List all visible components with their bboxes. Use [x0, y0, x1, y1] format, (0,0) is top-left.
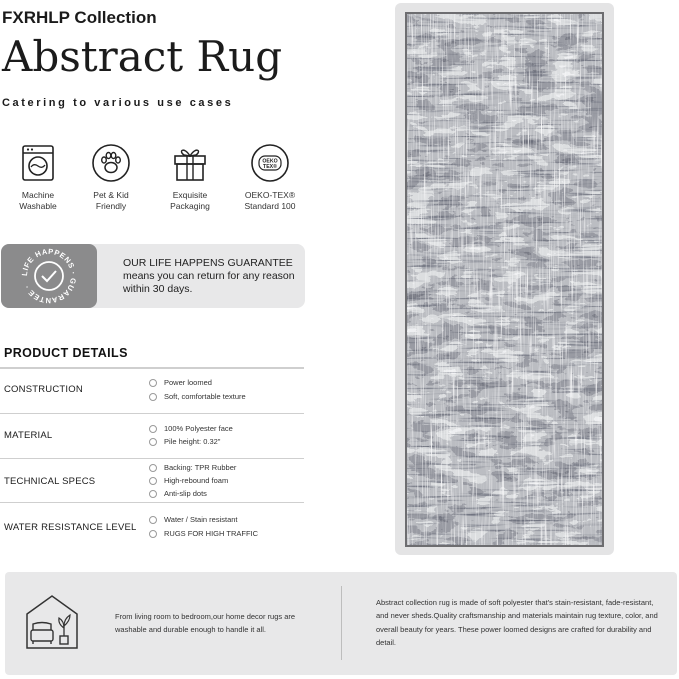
description-panel: [5, 572, 677, 675]
feature-label: OEKO-TEX® Standard 100: [244, 190, 296, 211]
rug-image-frame: [395, 3, 614, 555]
feature-icons-row: [0, 143, 310, 223]
oeko-tex-icon: [250, 143, 290, 183]
guarantee-banner: [1, 244, 305, 308]
svg-text:OEKO: OEKO: [262, 158, 278, 165]
detail-bullet: High-rebound foam: [149, 476, 228, 485]
detail-bullet: Power loomed: [149, 378, 212, 387]
house-living-room-icon: [21, 590, 83, 652]
detail-row-label: WATER RESISTANCE LEVEL: [4, 522, 137, 533]
detail-row-material: [0, 414, 304, 458]
product-title: Abstract Rug: [2, 32, 283, 81]
bottom-left-text: From living room to bedroom,our home decor rugs are washable and durable enough to handle it all.: [115, 612, 296, 634]
guarantee-badge-text: LIFE HAPPENS · GUARANTEE ·: [19, 246, 79, 306]
guarantee-heading: OUR LIFE HAPPENS GUARANTEE: [123, 257, 293, 269]
guarantee-body: means you can return for any reason within 30 days.: [123, 270, 295, 295]
bottom-right-text: Abstract collection rug is made of soft polyester that's stain-resistant, fade-resistant, and never sheds.Quality craftsmanship and materials maintain rug texture, color, and overall beauty for years. These power loomed designs are crafted for durability and detail.: [376, 598, 658, 648]
detail-bullet: Anti-slip dots: [149, 489, 207, 498]
detail-row-construction: [0, 370, 304, 414]
paw-icon: [91, 143, 131, 183]
detail-bullet: Soft, comfortable texture: [149, 392, 246, 401]
detail-row-water-resistance: [0, 503, 304, 547]
guarantee-text: [123, 257, 303, 296]
svg-text:TEX®: TEX®: [263, 164, 277, 170]
feature-label: Exquisite Packaging: [170, 190, 210, 211]
guarantee-badge-icon: [1, 244, 97, 308]
brand-name: FXRHLP Collection: [2, 8, 157, 27]
product-details-title: PRODUCT DETAILS: [4, 346, 128, 360]
feature-label: Machine Washable: [19, 190, 57, 211]
detail-row-technical-specs: [0, 459, 304, 503]
tagline: Catering to various use cases: [2, 97, 234, 109]
feature-oeko-tex: [235, 143, 305, 212]
detail-bullet: 100% Polyester face: [149, 424, 233, 433]
detail-row-label: CONSTRUCTION: [4, 384, 83, 395]
feature-label: Pet & Kid Friendly: [93, 190, 129, 211]
feature-exquisite-packaging: [155, 143, 225, 212]
detail-row-label: MATERIAL: [4, 430, 53, 441]
feature-pet-kid-friendly: [76, 143, 146, 212]
detail-bullet: Backing: TPR Rubber: [149, 463, 236, 472]
feature-machine-washable: [3, 143, 73, 212]
divider: [341, 586, 342, 660]
gift-box-icon: [170, 143, 210, 183]
rug-pattern: [407, 14, 604, 547]
svg-text:LIFE HAPPENS · GUARANTEE ·: [20, 247, 78, 305]
detail-bullet: Pile height: 0.32": [149, 437, 220, 446]
guarantee-badge-panel: [1, 244, 97, 308]
detail-bullet: Water / Stain resistant: [149, 515, 238, 524]
detail-row-label: TECHNICAL SPECS: [4, 476, 96, 487]
washing-machine-icon: [18, 143, 58, 183]
divider: [0, 367, 304, 369]
detail-bullet: RUGS FOR HIGH TRAFFIC: [149, 529, 258, 538]
rug-image: [405, 12, 604, 547]
